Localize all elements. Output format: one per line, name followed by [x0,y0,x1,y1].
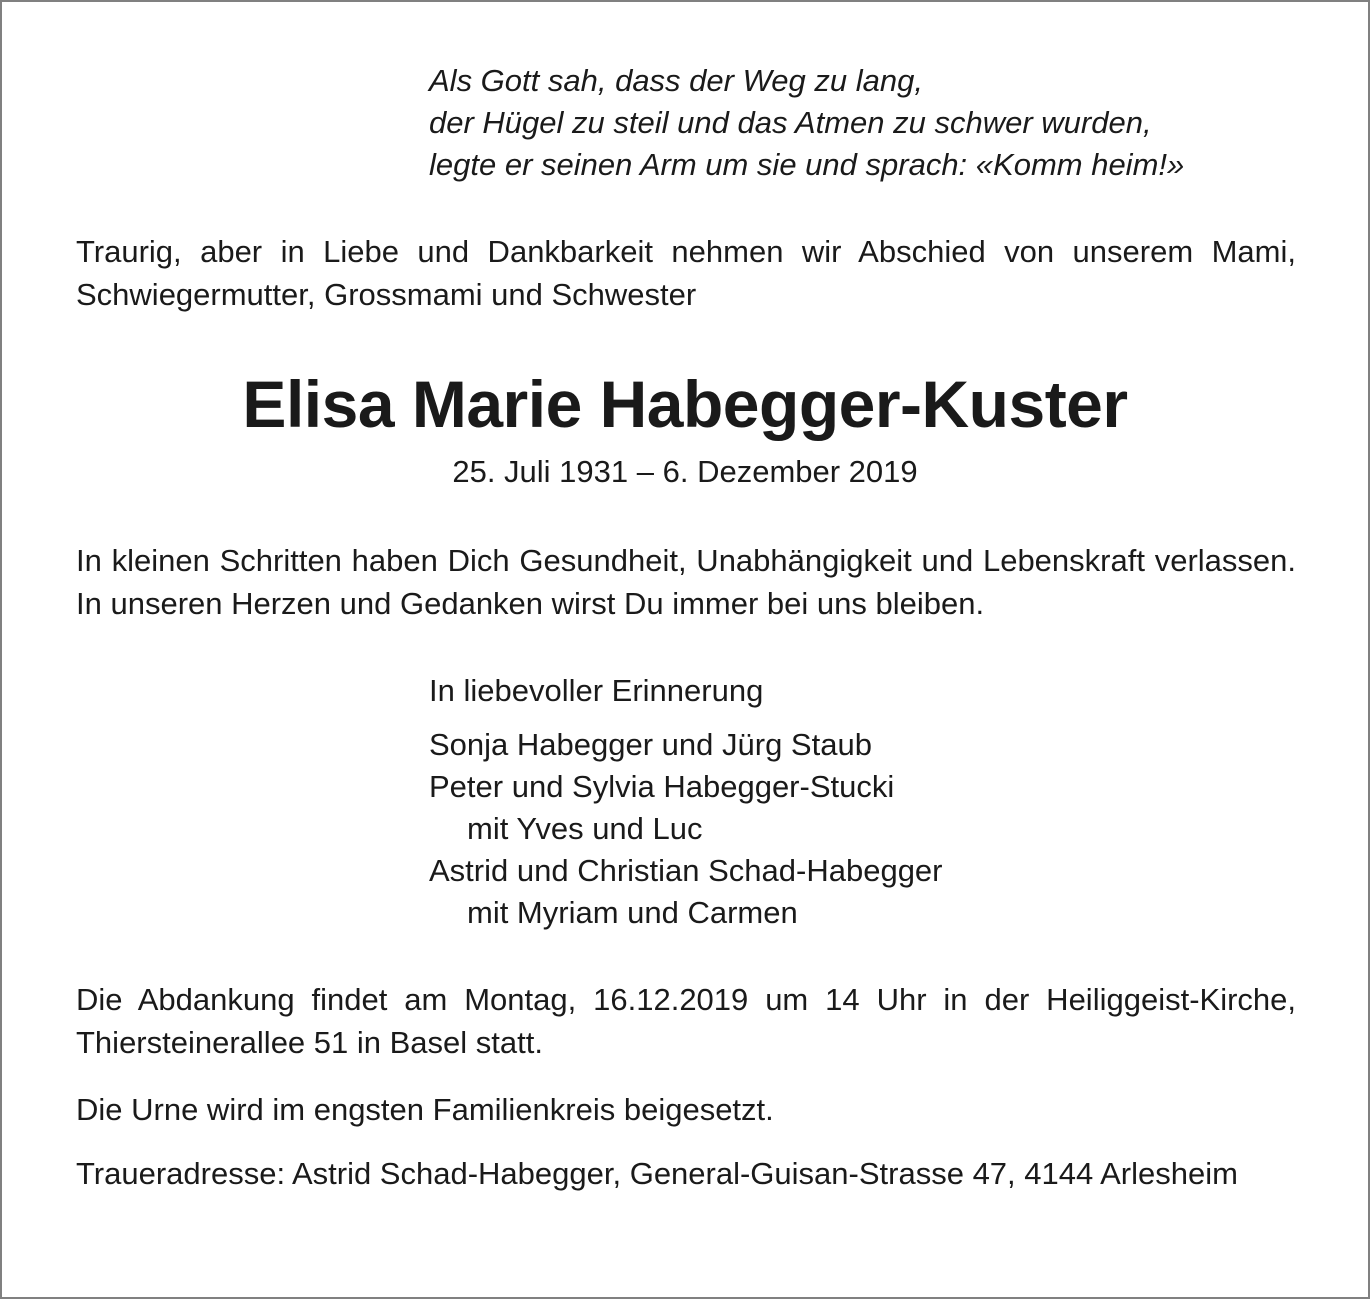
family-member: Peter und Sylvia Habegger-Stucki [429,769,895,804]
deceased-name: Elisa Marie Habegger-Kuster [242,367,1128,441]
family-member: Sonja Habegger und Jürg Staub [429,727,872,762]
verse-line: legte er seinen Arm um sie und sprach: «Komm heim!» [429,147,1185,182]
family-member-children: mit Myriam und Carmen [467,895,798,930]
life-dates: 25. Juli 1931 – 6. Dezember 2019 [452,454,918,489]
verse-line: der Hügel zu steil und das Atmen zu schwer wurden, [429,105,1152,140]
memory-heading: In liebevoller Erinnerung [429,673,764,708]
urn-paragraph: Die Urne wird im engsten Familienkreis beigesetzt. [76,1092,774,1127]
memory-block [429,670,1329,934]
obituary-content [2,2,1368,1297]
service-paragraph: Die Abdankung findet am Montag, 16.12.2019 um 14 Uhr in der Heiliggeist-Kirche, Thiersteinerallee 51 in Basel statt. [76,982,1296,1060]
verse-line: Als Gott sah, dass der Weg zu lang, [429,63,923,98]
remembrance-paragraph: In kleinen Schritten haben Dich Gesundheit, Unabhängigkeit und Lebenskraft verlassen. In unseren Herzen und Gedanken wirst Du immer bei uns bleiben. [76,543,1296,621]
family-member-children: mit Yves und Luc [467,811,703,846]
verse [429,60,1329,186]
intro-paragraph: Traurig, aber in Liebe und Dankbarkeit nehmen wir Abschied von unserem Mami, Schwiegermutter, Grossmami und Schwester [76,234,1296,312]
address-paragraph: Traueradresse: Astrid Schad-Habegger, General-Guisan-Strasse 47, 4144 Arlesheim [76,1156,1238,1191]
family-member: Astrid und Christian Schad-Habegger [429,853,943,888]
